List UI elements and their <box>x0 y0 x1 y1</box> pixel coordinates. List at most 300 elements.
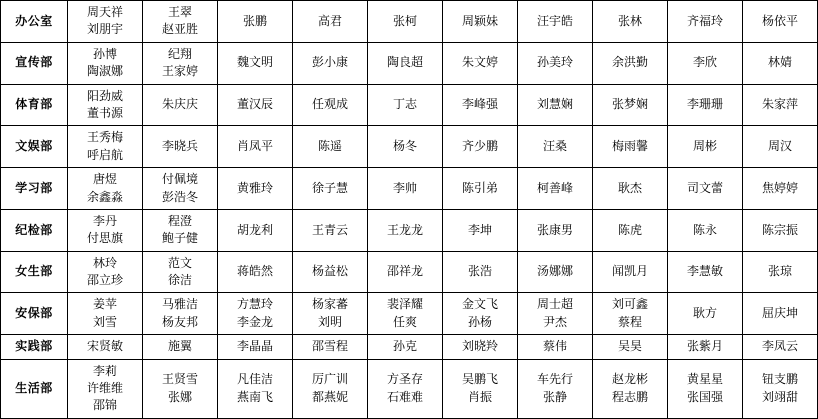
member-cell <box>518 168 593 210</box>
member-name-group <box>68 43 142 84</box>
member-cell <box>593 42 668 84</box>
member-cell <box>593 209 668 251</box>
member-name: 李慧敏 <box>686 264 723 279</box>
member-name-group <box>218 135 292 158</box>
member-cell <box>593 84 668 126</box>
member-name-group <box>368 219 442 242</box>
member-cell <box>368 335 443 359</box>
member-name: 梅雨馨 <box>611 139 648 154</box>
department-label: 宣传部 <box>15 55 53 70</box>
member-cell <box>668 251 743 293</box>
member-name: 耿方 <box>692 306 717 321</box>
member-name-group <box>593 335 667 358</box>
department-label: 体育部 <box>15 97 53 112</box>
member-name-group <box>368 93 442 116</box>
member-name: 邵祥龙 <box>386 264 423 279</box>
member-cell <box>218 293 293 335</box>
member-name-group <box>68 85 142 126</box>
member-cell <box>593 335 668 359</box>
member-name: 王翠 <box>167 5 192 19</box>
member-cell <box>143 84 218 126</box>
member-name: 李丹 <box>92 213 117 228</box>
member-name-group <box>68 168 142 209</box>
member-name-group <box>68 126 142 167</box>
member-cell <box>518 1 593 43</box>
member-name: 石难难 <box>386 389 423 404</box>
member-name-group <box>668 260 742 283</box>
member-cell <box>293 335 368 359</box>
member-cell <box>368 84 443 126</box>
member-cell <box>143 359 218 418</box>
member-name: 陶淑娜 <box>86 64 123 79</box>
member-name: 马雅洁 <box>161 297 198 312</box>
member-name: 蒋皓然 <box>236 264 273 279</box>
member-cell <box>443 126 518 168</box>
member-name: 陈虎 <box>617 222 642 237</box>
member-cell <box>668 168 743 210</box>
member-name: 黄雅玲 <box>236 180 273 195</box>
member-name: 赵龙彬 <box>611 372 648 387</box>
member-name: 杨冬 <box>392 139 417 154</box>
member-name-group <box>68 335 142 358</box>
member-cell <box>668 42 743 84</box>
member-cell <box>593 251 668 293</box>
member-name: 付佩境 <box>161 172 198 187</box>
member-name: 邵立珍 <box>86 273 123 288</box>
member-name: 徐洁 <box>167 273 192 288</box>
department-name-cell <box>1 293 68 335</box>
member-cell <box>743 335 818 359</box>
member-name-group <box>593 51 667 74</box>
member-name: 董书源 <box>86 105 123 120</box>
member-cell <box>593 126 668 168</box>
member-name-group <box>443 135 517 158</box>
department-label: 文娱部 <box>15 139 53 154</box>
table-row <box>1 359 818 418</box>
table-row <box>1 335 818 359</box>
member-name: 陈遥 <box>317 139 342 154</box>
member-name: 李晶晶 <box>236 339 273 354</box>
member-cell <box>518 335 593 359</box>
table-row <box>1 209 818 251</box>
member-name-group <box>68 293 142 334</box>
member-name-group <box>218 260 292 283</box>
member-name-group <box>743 93 817 116</box>
member-name-group <box>668 335 742 358</box>
member-name-group <box>293 177 367 200</box>
member-name: 蔡伟 <box>542 339 567 354</box>
member-name-group <box>218 177 292 200</box>
member-name: 姜苹 <box>92 297 117 312</box>
member-name: 程志鹏 <box>611 389 648 404</box>
department-name-cell <box>1 359 68 418</box>
member-name: 李坤 <box>467 222 492 237</box>
member-name-group <box>143 252 217 293</box>
member-name: 陶良超 <box>386 55 423 70</box>
member-cell <box>143 251 218 293</box>
member-cell <box>668 84 743 126</box>
member-name: 高君 <box>317 13 342 28</box>
department-label: 生活部 <box>15 381 53 396</box>
department-name-cell <box>1 168 68 210</box>
member-cell <box>518 126 593 168</box>
member-name: 王龙龙 <box>386 222 423 237</box>
member-name: 孙克 <box>392 339 417 354</box>
member-cell <box>518 359 593 418</box>
member-name-group <box>143 43 217 84</box>
member-name: 李珊珊 <box>686 97 723 112</box>
member-name-group <box>518 51 592 74</box>
member-name-group <box>443 10 517 33</box>
member-cell <box>143 293 218 335</box>
member-name: 程澄 <box>167 213 192 228</box>
member-name: 肖凤平 <box>236 139 273 154</box>
roster-table-body <box>1 1 818 419</box>
member-name: 吴鹏飞 <box>461 372 498 387</box>
member-name-group <box>443 368 517 409</box>
member-name: 黄星星 <box>686 372 723 387</box>
member-name-group <box>668 93 742 116</box>
member-name-group <box>668 177 742 200</box>
member-name: 宋贤敏 <box>86 339 123 354</box>
member-cell <box>668 335 743 359</box>
member-cell <box>743 126 818 168</box>
member-name-group <box>218 293 292 334</box>
member-name: 闻凯月 <box>611 264 648 279</box>
member-name: 蔡程 <box>617 314 642 329</box>
member-name: 刘可鑫 <box>611 297 648 312</box>
member-name-group <box>293 368 367 409</box>
member-name: 王家婷 <box>161 64 198 79</box>
member-name: 方慧玲 <box>236 297 273 312</box>
member-cell <box>143 126 218 168</box>
member-cell <box>218 42 293 84</box>
member-cell <box>368 42 443 84</box>
member-cell <box>743 1 818 43</box>
member-name: 李晓兵 <box>161 139 198 154</box>
member-name-group <box>293 293 367 334</box>
member-cell <box>218 126 293 168</box>
member-name-group <box>593 293 667 334</box>
member-name: 屈庆坤 <box>761 306 798 321</box>
member-cell <box>368 293 443 335</box>
member-cell <box>743 293 818 335</box>
member-name-group <box>443 93 517 116</box>
member-name-group <box>668 219 742 242</box>
member-name-group <box>593 368 667 409</box>
member-name-group <box>668 10 742 33</box>
member-name: 朱家萍 <box>761 97 798 112</box>
member-name: 范文 <box>167 255 192 270</box>
member-cell <box>368 251 443 293</box>
member-cell <box>443 42 518 84</box>
member-cell <box>368 1 443 43</box>
department-name-cell <box>1 126 68 168</box>
member-name: 张紫月 <box>686 339 723 354</box>
member-name: 张林 <box>617 13 642 28</box>
member-name: 汤娜娜 <box>536 264 573 279</box>
member-cell <box>368 126 443 168</box>
member-name: 张梦娴 <box>611 97 648 112</box>
member-cell <box>518 42 593 84</box>
member-name-group <box>218 10 292 33</box>
department-name-cell <box>1 84 68 126</box>
member-name-group <box>443 51 517 74</box>
member-name: 余洪勤 <box>611 55 648 70</box>
member-name: 王秀梅 <box>86 130 123 145</box>
member-name: 耿杰 <box>617 180 642 195</box>
member-name-group <box>593 177 667 200</box>
member-cell <box>68 42 143 84</box>
member-name: 汪宇皓 <box>536 13 573 28</box>
member-cell <box>443 335 518 359</box>
table-row <box>1 168 818 210</box>
member-name-group <box>743 177 817 200</box>
member-name: 魏文明 <box>236 55 273 70</box>
member-name: 李峰强 <box>461 97 498 112</box>
department-name-cell <box>1 251 68 293</box>
member-name: 呼启航 <box>86 147 123 162</box>
member-name: 林玲 <box>92 255 117 270</box>
member-name: 齐福玲 <box>686 13 723 28</box>
department-label: 办公室 <box>15 13 53 28</box>
member-cell <box>68 209 143 251</box>
member-name: 付思旗 <box>86 231 123 246</box>
member-name: 余鑫淼 <box>86 189 123 204</box>
member-name: 凡佳洁 <box>236 372 273 387</box>
member-name-group <box>593 219 667 242</box>
member-name: 董汉辰 <box>236 97 273 112</box>
member-cell <box>293 1 368 43</box>
member-name: 朱庆庆 <box>161 97 198 112</box>
member-name-group <box>443 177 517 200</box>
member-name: 张娜 <box>167 389 192 404</box>
member-name: 孙杨 <box>467 314 492 329</box>
member-name-group <box>368 51 442 74</box>
member-name-group <box>743 335 817 358</box>
member-name-group <box>443 293 517 334</box>
member-cell <box>68 1 143 43</box>
member-cell <box>668 359 743 418</box>
member-name: 方圣存 <box>386 372 423 387</box>
member-name: 李金龙 <box>236 314 273 329</box>
member-name-group <box>518 177 592 200</box>
member-cell <box>218 1 293 43</box>
member-name-group <box>143 368 217 409</box>
member-name: 施翼 <box>167 339 192 354</box>
member-cell <box>218 84 293 126</box>
member-name: 张柯 <box>392 13 417 28</box>
member-name: 刘朋宇 <box>86 22 123 37</box>
member-cell <box>293 42 368 84</box>
member-name-group <box>518 293 592 334</box>
member-name: 周彬 <box>692 139 717 154</box>
member-name-group <box>143 168 217 209</box>
member-name-group <box>368 368 442 409</box>
member-name: 丁志 <box>392 97 417 112</box>
member-name-group <box>68 252 142 293</box>
member-cell <box>293 209 368 251</box>
member-name: 杨家蕃 <box>311 297 348 312</box>
member-name: 刘慧娴 <box>536 97 573 112</box>
member-cell <box>743 359 818 418</box>
department-label: 纪检部 <box>15 222 53 237</box>
member-cell <box>518 251 593 293</box>
member-name: 阳劲威 <box>86 88 123 103</box>
member-cell <box>68 359 143 418</box>
department-name-cell <box>1 1 68 43</box>
member-name: 周颖妹 <box>461 13 498 28</box>
member-name: 张静 <box>542 389 567 404</box>
department-name-cell <box>1 42 68 84</box>
member-cell <box>143 209 218 251</box>
member-name-group <box>443 219 517 242</box>
member-name: 孙美玲 <box>536 55 573 70</box>
member-name: 鲍子健 <box>161 231 198 246</box>
department-label: 学习部 <box>15 180 53 195</box>
member-name: 任观成 <box>311 97 348 112</box>
member-name: 张鹏 <box>242 13 267 28</box>
member-cell <box>68 335 143 359</box>
member-name-group <box>68 210 142 251</box>
member-name-group <box>518 219 592 242</box>
member-name-group <box>143 93 217 116</box>
member-name-group <box>743 260 817 283</box>
member-name: 厉广训 <box>311 372 348 387</box>
member-name: 王青云 <box>311 222 348 237</box>
member-cell <box>293 126 368 168</box>
member-cell <box>743 84 818 126</box>
member-name-group <box>368 10 442 33</box>
member-cell <box>443 359 518 418</box>
member-name-group <box>668 302 742 325</box>
member-cell <box>143 42 218 84</box>
department-name-cell <box>1 335 68 359</box>
member-name-group <box>743 302 817 325</box>
member-cell <box>68 168 143 210</box>
member-name-group <box>368 135 442 158</box>
department-label: 安保部 <box>15 306 53 321</box>
department-name-cell <box>1 209 68 251</box>
member-name-group <box>293 260 367 283</box>
member-name-group <box>218 93 292 116</box>
member-name-group <box>518 368 592 409</box>
member-name: 张康男 <box>536 222 573 237</box>
member-cell <box>218 335 293 359</box>
member-name: 纪翔 <box>167 46 192 61</box>
member-name: 刘晓羚 <box>461 339 498 354</box>
member-cell <box>68 126 143 168</box>
member-cell <box>293 293 368 335</box>
member-name-group <box>668 135 742 158</box>
member-cell <box>218 209 293 251</box>
table-row <box>1 126 818 168</box>
member-cell <box>68 293 143 335</box>
member-name-group <box>368 335 442 358</box>
member-name: 齐少鹏 <box>461 139 498 154</box>
member-name: 裴泽耀 <box>386 297 423 312</box>
member-name-group <box>743 219 817 242</box>
member-name: 焦婷婷 <box>761 180 798 195</box>
member-name-group <box>518 335 592 358</box>
member-name: 唐煜 <box>92 172 117 187</box>
member-name-group <box>143 293 217 334</box>
member-name: 刘翊甜 <box>761 389 798 404</box>
member-cell <box>443 84 518 126</box>
member-name: 柯善峰 <box>536 180 573 195</box>
member-name-group <box>368 260 442 283</box>
member-name-group <box>143 1 217 42</box>
member-name: 杨友邦 <box>161 314 198 329</box>
member-name-group <box>143 210 217 251</box>
member-cell <box>68 251 143 293</box>
department-label: 女生部 <box>15 264 53 279</box>
table-row <box>1 251 818 293</box>
member-cell <box>68 84 143 126</box>
member-cell <box>593 293 668 335</box>
member-name-group <box>68 1 142 42</box>
member-name: 车先行 <box>536 372 573 387</box>
member-name: 林婧 <box>767 55 792 70</box>
member-name: 钮支鹏 <box>761 372 798 387</box>
member-name: 张琼 <box>767 264 792 279</box>
member-name-group <box>743 135 817 158</box>
member-cell <box>293 251 368 293</box>
member-name-group <box>668 51 742 74</box>
member-name-group <box>293 335 367 358</box>
department-label: 实践部 <box>15 339 53 354</box>
member-cell <box>743 168 818 210</box>
member-name: 李欣 <box>692 55 717 70</box>
member-cell <box>293 168 368 210</box>
member-cell <box>443 209 518 251</box>
member-name-group <box>668 368 742 409</box>
member-cell <box>143 335 218 359</box>
member-cell <box>668 126 743 168</box>
member-name-group <box>218 335 292 358</box>
member-name: 陈永 <box>692 222 717 237</box>
member-name-group <box>593 135 667 158</box>
member-name-group <box>443 335 517 358</box>
member-name: 王贤雪 <box>161 372 198 387</box>
member-name: 赵亚胜 <box>161 22 198 37</box>
member-name: 陈引弟 <box>461 180 498 195</box>
member-name: 李凤云 <box>761 339 798 354</box>
member-cell <box>743 251 818 293</box>
member-name: 燕南飞 <box>236 389 273 404</box>
member-cell <box>593 1 668 43</box>
member-name-group <box>143 135 217 158</box>
member-name: 胡龙利 <box>236 222 273 237</box>
table-row <box>1 293 818 335</box>
member-name: 张国强 <box>686 389 723 404</box>
member-name-group <box>743 368 817 409</box>
member-name: 尹杰 <box>542 314 567 329</box>
member-cell <box>368 168 443 210</box>
member-name-group <box>293 219 367 242</box>
table-row <box>1 1 818 43</box>
member-name-group <box>518 93 592 116</box>
member-cell <box>293 84 368 126</box>
member-name: 李帅 <box>392 180 417 195</box>
member-cell <box>368 359 443 418</box>
table-row <box>1 42 818 84</box>
member-cell <box>743 42 818 84</box>
member-name-group <box>593 10 667 33</box>
member-name: 汪桑 <box>542 139 567 154</box>
member-name: 周汉 <box>767 139 792 154</box>
member-cell <box>218 359 293 418</box>
